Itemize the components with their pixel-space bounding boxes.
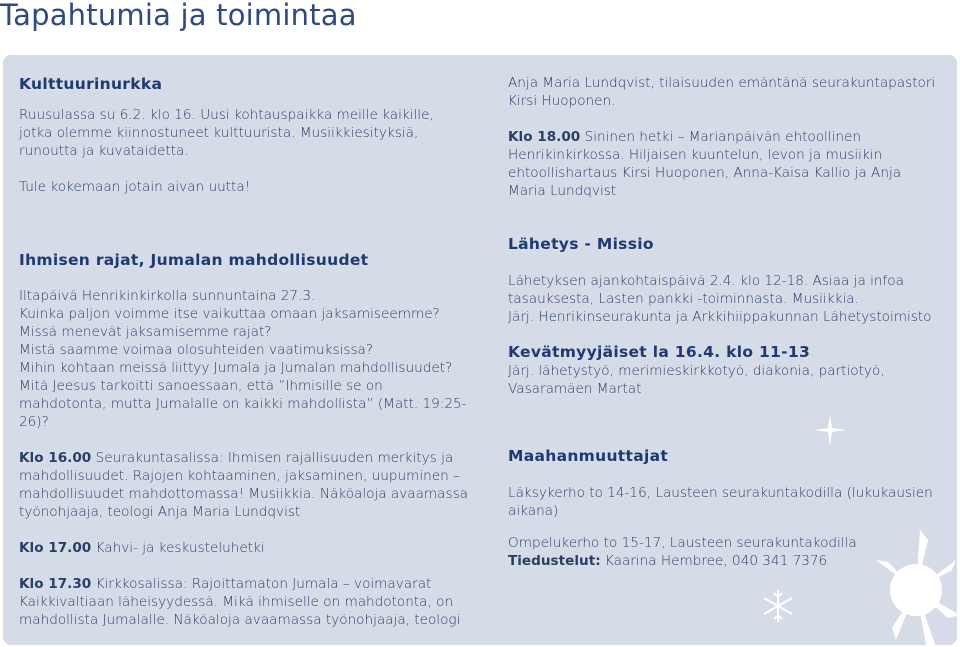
paragraph: Läksykerho to 14-16, Lausteen seurakuntakodilla (lukukausien aikana) (508, 485, 933, 519)
section-ihmisen-rajat (19, 250, 469, 629)
contact-label: Tiedustelut: (508, 553, 601, 569)
heading-kulttuurinurkka: Kulttuurinurkka (19, 75, 163, 93)
question: Mitä Jeesus tarkoitti sanoessaan, että ”Ihmisille se on mahdotonta, mutta Jumalalle on kaikki mahdollista” (Matt. 19:25-26)? (19, 378, 467, 430)
question: Kuinka paljon voimme itse vaikuttaa omaan jaksamiseemme? (19, 306, 440, 322)
contact-line (508, 552, 938, 570)
contact-value: Kaarina Hembree, 040 341 7376 (600, 553, 828, 569)
program-text: Sininen hetki – Marianpäivän ehtoollinen Henrikinkirkossa. Hiljaisen kuuntelun, levon ja musiikin ehtoollishartaus Kirsi Huoponen, Anna-Kaisa Kallio ja Anja Maria Lundqvist (508, 129, 902, 199)
snowflake-icon (760, 588, 796, 624)
heading-lahetys: Lähetys - Missio (508, 235, 654, 253)
paragraph: Anja Maria Lundqvist, tilaisuuden emäntänä seurakuntapastori Kirsi Huoponen. (508, 75, 936, 109)
program-item (19, 575, 469, 629)
program-text: Kirkkosalissa: Rajoittamaton Jumala – voimavarat Kaikkivaltiaan läheisyydessä. Mikä ihmiselle on mahdotonta, on mahdollista Jumalalle. Näköaloja avaamassa työnohjaaja, teologi (19, 576, 461, 628)
section-continuation (508, 74, 938, 200)
paragraph: Ompelukerho to 15-17, Lausteen seurakuntakodilla (508, 535, 857, 551)
question: Mistä saamme voimaa olosuhteiden vaatimuksissa? (19, 342, 374, 358)
question: Mihin kohtaan meissä liittyy Jumala ja Jumalan mahdollisuudet? (19, 360, 453, 376)
section-lahetys (508, 234, 938, 398)
program-item (508, 128, 938, 200)
heading-kevatmyyjaiset: Kevätmyyjäiset la 16.4. klo 11-13 (508, 343, 811, 361)
sparkle-icon (812, 412, 848, 448)
paragraph: Iltapäivä Henrikinkirkolla sunnuntaina 27.3. (19, 288, 316, 304)
heading-ihmisen-rajat: Ihmisen rajat, Jumalan mahdollisuudet (19, 251, 369, 269)
section-maahanmuuttajat (508, 446, 938, 570)
page-title: Tapahtumia ja toimintaa (0, 0, 357, 32)
program-text: Kahvi- ja keskusteluhetki (91, 540, 265, 556)
program-item (19, 449, 469, 521)
program-time: Klo 17.00 (19, 540, 92, 556)
heading-maahanmuuttajat: Maahanmuuttajat (508, 447, 669, 465)
program-time: Klo 18.00 (508, 129, 581, 145)
program-item (19, 539, 469, 557)
section-kulttuurinurkka (19, 74, 459, 196)
paragraph: Järj. lähetystyö, merimieskirkkotyö, diakonia, partiotyö, Vasaramäen Martat (508, 363, 885, 397)
program-time: Klo 17.30 (19, 576, 92, 592)
paragraph: Tule kokemaan jotain aivan uutta! (19, 179, 251, 195)
program-text: Seurakuntasalissa: Ihmisen rajallisuuden merkitys ja mahdollisuudet. Rajojen kohtaaminen, jaksaminen, uupuminen – mahdollisuudet mahdottomassa! Musiikkia. Näköaloja avaamassa työnohjaaja, teologi Anja Maria Lundqvist (19, 450, 468, 520)
program-time: Klo 16.00 (19, 450, 92, 466)
question: Missä menevät jaksamisemme rajat? (19, 324, 272, 340)
paragraph: Ruusulassa su 6.2. klo 16. Uusi kohtauspaikka meille kaikille, jotka olemme kiinnostuneet kulttuurista. Musiikkiesityksiä, runoutta ja kuvataidetta. (19, 107, 434, 159)
paragraph: Lähetyksen ajankohtaispäivä 2.4. klo 12-18. Asiaa ja infoa tasauksesta, Lasten pankki -toiminnasta. Musiikkia. (508, 273, 904, 307)
paragraph: Järj. Henrikinseurakunta ja Arkkihiippakunnan Lähetystoimisto (508, 309, 932, 325)
